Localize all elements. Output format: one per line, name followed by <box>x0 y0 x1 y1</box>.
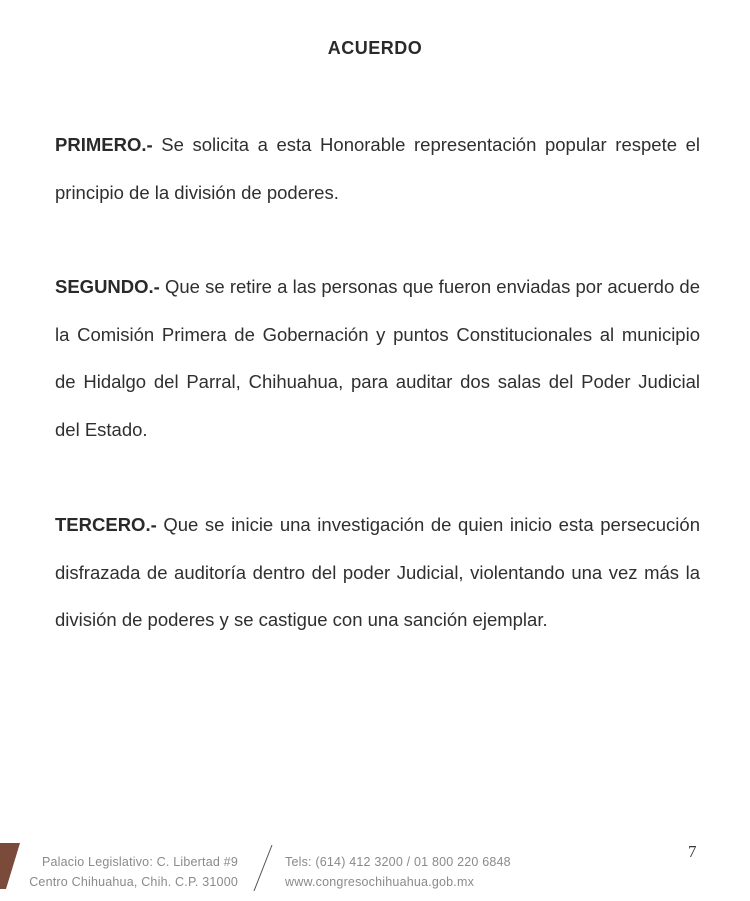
footer-website[interactable]: www.congresochihuahua.gob.mx <box>285 875 475 889</box>
footer-accent-mark-icon <box>0 843 20 889</box>
clause-lead: SEGUNDO.- <box>55 276 160 297</box>
clause-tercero <box>55 501 700 644</box>
clause-text: Se solicita a esta Honorable representación popular respete el principio de la división de poderes. <box>55 134 700 203</box>
footer-address-line1: Palacio Legislativo: C. Libertad #9 <box>41 855 238 869</box>
footer-phones: Tels: (614) 412 3200 / 01 800 220 6848 <box>285 855 511 869</box>
page-number: 7 <box>688 842 697 861</box>
clause-primero <box>55 121 700 216</box>
clause-segundo <box>55 263 700 453</box>
footer-address <box>28 852 238 892</box>
footer-address-line2: Centro Chihuahua, Chih. C.P. 31000 <box>29 875 238 889</box>
clause-lead: TERCERO.- <box>55 514 157 535</box>
document-title: ACUERDO <box>327 38 423 58</box>
clause-text: Que se retire a las personas que fueron enviadas por acuerdo de la Comisión Primera de Gobernación y puntos Constitucionales al municipio de Hidalgo del Parral, Chihuahua, para auditar dos salas del Poder Judicial del Estado. <box>55 276 700 440</box>
footer-contact <box>285 852 511 892</box>
clause-lead: PRIMERO.- <box>55 134 153 155</box>
footer-slash-divider-icon <box>248 843 278 893</box>
clause-text: Que se inicie una investigación de quien inicio esta persecución disfrazada de auditoría dentro del poder Judicial, violentando una vez más la división de poderes y se castigue con una sanción ejemplar. <box>55 514 700 630</box>
